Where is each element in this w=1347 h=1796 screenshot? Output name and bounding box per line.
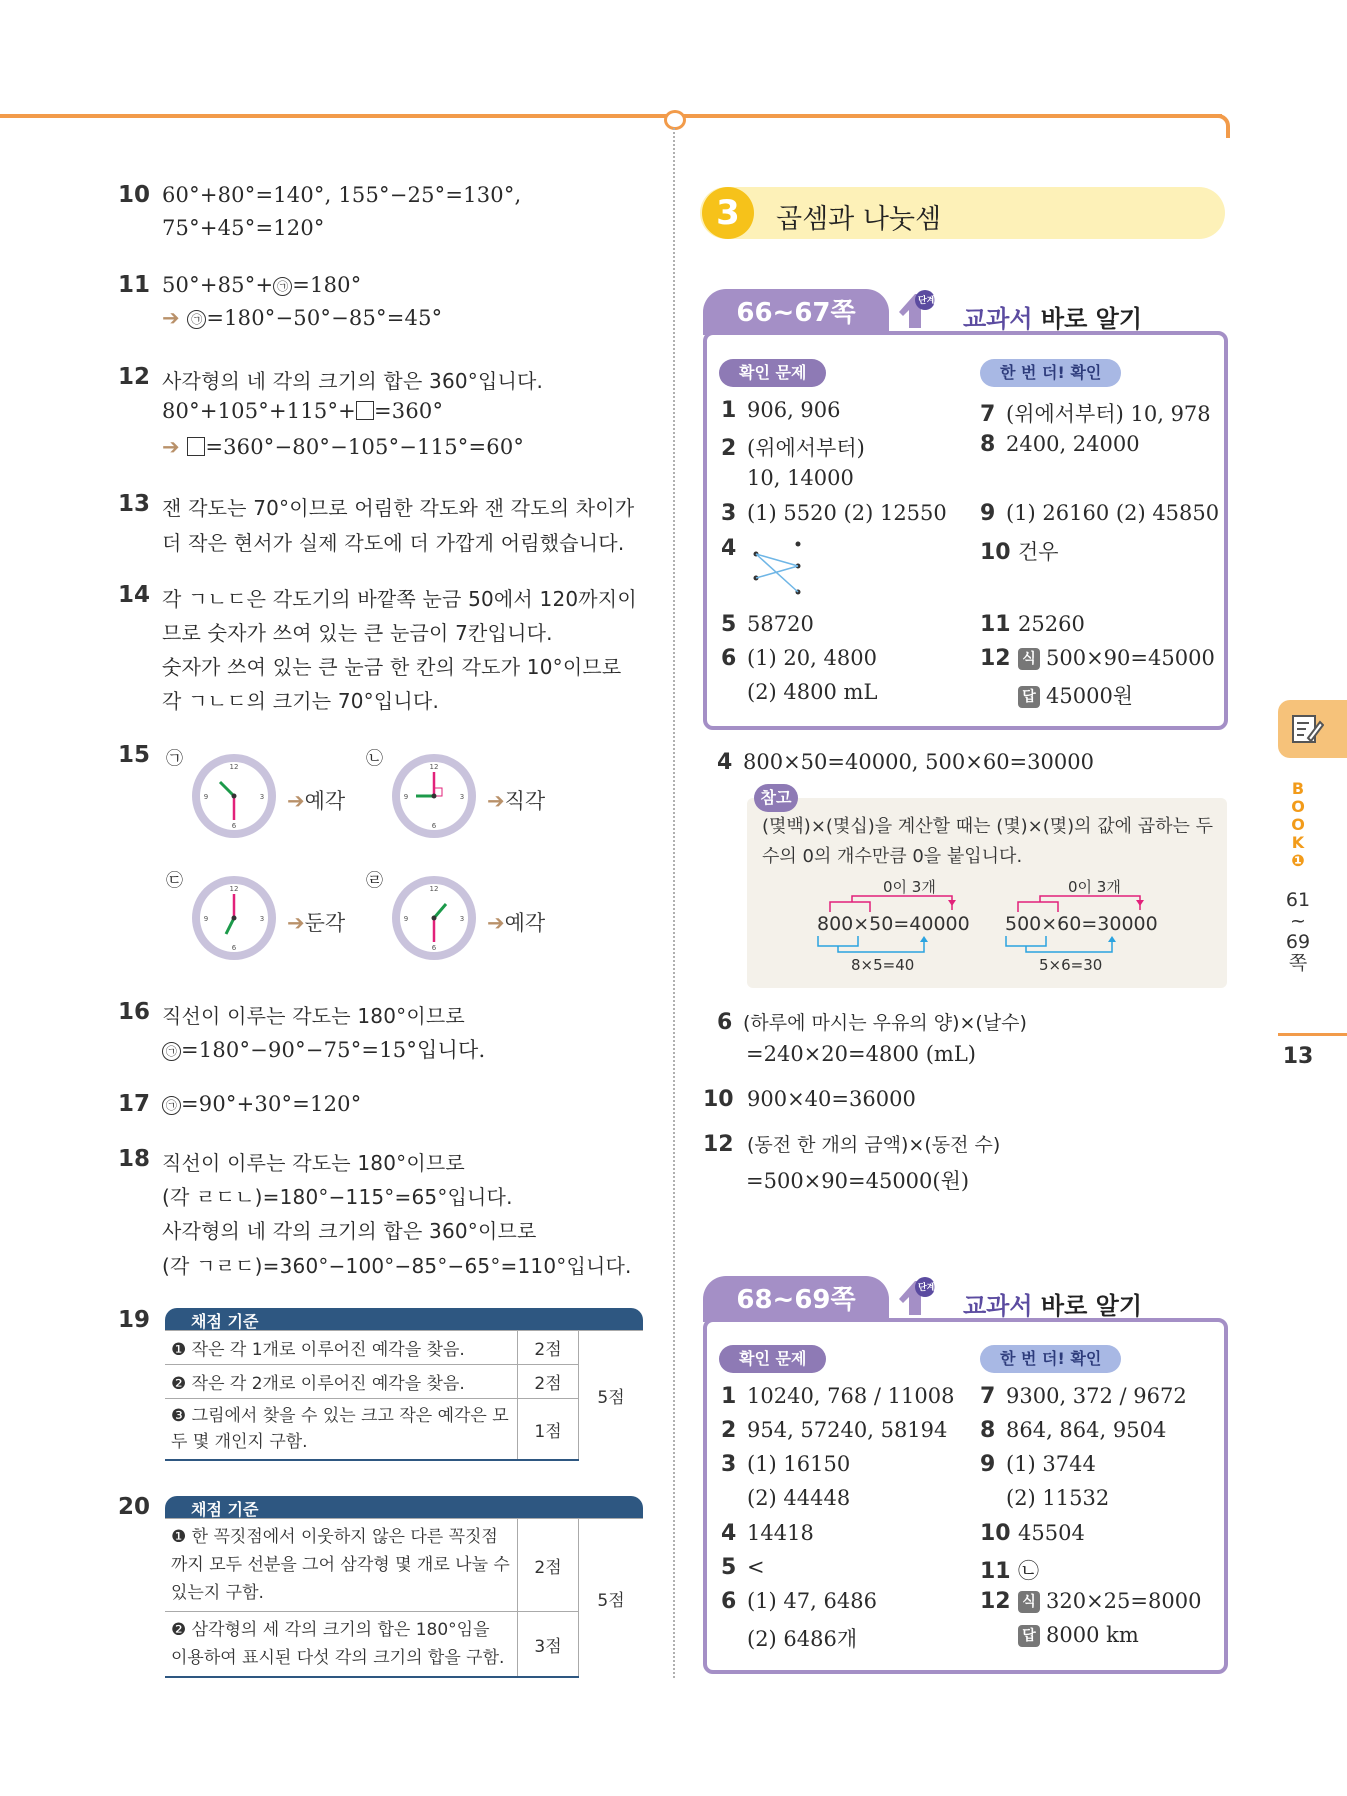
circle-g-symbol: ㉠ [162, 1096, 181, 1115]
top-rule-end [1218, 114, 1230, 138]
q11-number: 11 [118, 272, 151, 298]
section-2-heading: 교과서 바로 알기 [963, 1292, 1143, 1320]
criterion: ❷ 삼각형의 세 각의 크기의 합은 180°임을 이용하여 표시된 다섯 각의 크기의 합을 구함. [165, 1612, 518, 1678]
answer-11: 11 ㉡ [980, 1559, 1039, 1584]
points: 3점 [518, 1612, 579, 1678]
top-notch [664, 110, 686, 130]
criterion: ❶ 한 꼭짓점에서 이웃하지 않은 다른 꼭짓점까지 모두 선분을 그어 삼각형 몇 개로 나눌 수 있는지 구함. [165, 1519, 518, 1612]
q19-score-header: 채점 기준 [165, 1308, 643, 1330]
svg-text:6: 6 [231, 944, 237, 952]
expl-10: 10 900×40=36000 [703, 1087, 916, 1112]
answer-11: 11 25260 [980, 612, 1085, 637]
q18-line1: 직선이 이루는 각도는 180°이므로 [162, 1151, 465, 1175]
clock-label-2: ㉡ [366, 749, 383, 769]
blank-box [187, 437, 205, 456]
clock-answer-1: ➔예각 [287, 789, 346, 813]
q11-line1: 50°+85°+ ㉠ =180° [162, 273, 362, 297]
svg-text:3: 3 [259, 793, 265, 801]
table-row [165, 1331, 643, 1365]
column-divider [673, 128, 675, 1678]
q14-line2: 므로 숫자가 쓰여 있는 큰 눈금이 7칸입니다. [162, 621, 553, 645]
badge-check-again: 한 번 더! 확인 [980, 1345, 1121, 1373]
expl-12-cont: =500×90=45000(원) [746, 1169, 970, 1193]
badge-check-problems: 확인 문제 [719, 1345, 826, 1373]
stage-label: 단계 [918, 1283, 936, 1293]
criterion: ❸ 그림에서 찾을 수 있는 크고 작은 예각은 모두 몇 개인지 구함. [165, 1399, 518, 1461]
q14-line1: 각 ㄱㄴㄷ은 각도기의 바깥쪽 눈금 50에서 120까지이 [162, 587, 637, 611]
q13-line1: 잰 각도는 70°이므로 어림한 각도와 잰 각도의 차이가 [162, 496, 635, 520]
answer-2-cont: 10, 14000 [747, 466, 854, 490]
clock-answer-3: ➔둔각 [287, 911, 346, 935]
answer-8: 8 864, 864, 9504 [980, 1418, 1167, 1443]
answer-8: 8 2400, 24000 [980, 432, 1140, 457]
q16-number: 16 [118, 999, 151, 1025]
page-number: 13 [1282, 1044, 1314, 1069]
q19-score-table [165, 1330, 643, 1461]
diagram-2-bottom: 5×6=30 [1039, 956, 1103, 974]
diagram-1-bottom: 8×5=40 [851, 956, 915, 974]
side-book-label: BOOK ❶ [1291, 779, 1305, 870]
answer-10: 10 건우 [980, 540, 1059, 565]
answer-tag: 답 [1018, 1625, 1040, 1647]
q18-line4: (각 ㄱㄹㄷ)=360°−100°−85°−65°=110°입니다. [162, 1254, 632, 1278]
expl-12: 12 (동전 한 개의 금액)×(동전 수) [703, 1132, 1001, 1157]
svg-text:9: 9 [403, 793, 409, 801]
clock-1 [190, 752, 278, 840]
q14-number: 14 [118, 582, 151, 608]
circle-g-symbol: ㉠ [162, 1042, 181, 1061]
q18-line3: 사각형의 네 각의 크기의 합은 360°이므로 [162, 1219, 537, 1243]
diagram-1-equation: 800×50=40000 [817, 913, 970, 935]
q18-line2: (각 ㄹㄷㄴ)=180°−115°=65°입니다. [162, 1185, 513, 1209]
table-row [165, 1365, 643, 1399]
q16-line2: ㉠ =180°−90°−75°=15°입니다. [162, 1034, 485, 1064]
answer-5: 5 < [721, 1555, 765, 1580]
svg-text:12: 12 [429, 885, 439, 893]
q13-number: 13 [118, 491, 151, 517]
stage-label: 단계 [918, 296, 936, 306]
svg-text:6: 6 [231, 822, 237, 830]
notepad-icon [1290, 712, 1324, 746]
answer-2: 2 (위에서부터) [721, 436, 865, 461]
answer-9: 9 (1) 26160 (2) 45850 [980, 501, 1220, 526]
side-page-range: 61 ~ 69 쪽 [1285, 889, 1311, 974]
answer-7: 7 9300, 372 / 9672 [980, 1384, 1187, 1409]
answer-6: 6 (1) 20, 4800 [721, 646, 877, 671]
blank-box [356, 401, 374, 420]
q14-line4: 각 ㄱㄴㄷ의 크기는 70°입니다. [162, 689, 439, 713]
answer-4: 4 14418 [721, 1521, 814, 1546]
chapter-number: 3 [702, 187, 754, 239]
side-rule [1278, 1033, 1347, 1036]
answer-9: 9 (1) 3744 [980, 1452, 1096, 1477]
q12-line1: 사각형의 네 각의 크기의 합은 360°입니다. [162, 369, 544, 393]
answer-tag: 답 [1018, 686, 1040, 708]
answer-4-matching-diagram [748, 536, 808, 598]
q16-line1: 직선이 이루는 각도는 180°이므로 [162, 1004, 465, 1028]
expression-tag: 식 [1018, 648, 1040, 670]
expl-6-cont: =240×20=4800 (mL) [746, 1042, 976, 1066]
clock-2 [390, 752, 478, 840]
answer-12: 12 식 320×25=8000 [980, 1589, 1202, 1614]
section-2-tab: 68~69쪽 [703, 1276, 889, 1322]
svg-text:12: 12 [429, 763, 439, 771]
top-rule [0, 114, 1222, 118]
answer-12-cont: 답 8000 km [1018, 1623, 1139, 1647]
note-text: (몇백)×(몇십)을 계산할 때는 (몇)×(몇)의 값에 곱하는 두 수의 0의 개수만큼 0을 붙입니다. [762, 816, 1214, 867]
svg-text:9: 9 [203, 915, 209, 923]
note-badge: 참고 [754, 784, 798, 812]
answer-10: 10 45504 [980, 1521, 1085, 1546]
side-tab [1278, 700, 1347, 758]
diagram-2-equation: 500×60=30000 [1005, 913, 1158, 935]
q19-number: 19 [118, 1307, 151, 1333]
q17-line1: ㉠ =90°+30°=120° [162, 1092, 361, 1116]
arrow-right-icon: ➔ [287, 789, 305, 813]
q12-number: 12 [118, 364, 151, 390]
table-row [165, 1399, 643, 1461]
expression-tag: 식 [1018, 1591, 1040, 1613]
q20-number: 20 [118, 1494, 151, 1520]
q10-line2: 75°+45°=120° [162, 216, 325, 240]
svg-text:12: 12 [229, 885, 239, 893]
expl-4: 4 800×50=40000, 500×60=30000 [717, 750, 1094, 775]
q20-score-header: 채점 기준 [165, 1496, 643, 1518]
circle-g-symbol: ㉠ [273, 277, 292, 296]
answer-5: 5 58720 [721, 612, 814, 637]
q17-number: 17 [118, 1091, 151, 1117]
svg-text:9: 9 [203, 793, 209, 801]
criterion: ❶ 작은 각 1개로 이루어진 예각을 찾음. [165, 1331, 518, 1365]
expl-6: 6 (하루에 마시는 우유의 양)×(날수) [717, 1010, 1027, 1035]
svg-text:6: 6 [431, 944, 437, 952]
svg-text:6: 6 [431, 822, 437, 830]
arrow-right-icon: ➔ [287, 911, 305, 935]
svg-text:9: 9 [403, 915, 409, 923]
arrow-right-icon: ➔ [162, 435, 188, 459]
clock-label-1: ㉠ [166, 749, 183, 769]
diagram-1-brackets [812, 892, 982, 958]
answer-7: 7 (위에서부터) 10, 978 [980, 402, 1211, 427]
diagram-2-brackets [1000, 892, 1170, 958]
diagram-2-top: 0이 3개 [1068, 878, 1121, 896]
svg-text:3: 3 [459, 915, 465, 923]
q11-line2: ➔ ㉠ =180°−50°−85°=45° [162, 306, 443, 330]
q12-line3: ➔ =360°−80°−105°−115°=60° [162, 435, 525, 459]
circle-g-symbol: ㉠ [187, 310, 206, 329]
svg-text:12: 12 [229, 763, 239, 771]
q15-number: 15 [118, 742, 151, 768]
table-row [165, 1519, 643, 1612]
q14-line3: 숫자가 쓰여 있는 큰 눈금 한 칸의 각도가 10°이므로 [162, 655, 622, 679]
section-1-heading: 교과서 바로 알기 [963, 305, 1143, 333]
answer-1: 1 10240, 768 / 11008 [721, 1384, 955, 1409]
clock-answer-2: ➔직각 [487, 789, 546, 813]
total-points: 5점 [579, 1331, 644, 1461]
clock-answer-4: ➔예각 [487, 911, 546, 935]
q10-number: 10 [118, 182, 151, 208]
points: 2점 [518, 1331, 579, 1365]
q12-line2: 80°+105°+115°+ =360° [162, 399, 444, 423]
answer-1: 1 906, 906 [721, 398, 841, 423]
q10-line1: 60°+80°=140°, 155°−25°=130°, [162, 183, 522, 207]
q20-score-table [165, 1518, 643, 1678]
table-row [165, 1612, 643, 1678]
clock-label-4: ㉣ [366, 871, 383, 891]
arrow-right-icon: ➔ [162, 306, 188, 330]
answer-12-cont: 답 45000원 [1018, 680, 1133, 710]
answer-6-cont: (2) 4800 mL [747, 680, 878, 704]
points: 2점 [518, 1365, 579, 1399]
answer-9-cont: (2) 11532 [1006, 1486, 1110, 1510]
criterion: ❷ 작은 각 2개로 이루어진 예각을 찾음. [165, 1365, 518, 1399]
clock-3 [190, 874, 278, 962]
q13-line2: 더 작은 현서가 실제 각도에 더 가깝게 어림했습니다. [162, 531, 625, 555]
q18-number: 18 [118, 1146, 151, 1172]
diagram-1-top: 0이 3개 [883, 878, 936, 896]
total-points: 5점 [579, 1519, 644, 1678]
answer-4: 4 [721, 536, 737, 561]
svg-text:3: 3 [459, 793, 465, 801]
answer-6: 6 (1) 47, 6486 [721, 1589, 877, 1614]
answer-2: 2 954, 57240, 58194 [721, 1418, 948, 1443]
badge-check-again: 한 번 더! 확인 [980, 359, 1121, 387]
section-1-tab: 66~67쪽 [703, 289, 889, 335]
svg-text:3: 3 [259, 915, 265, 923]
badge-check-problems: 확인 문제 [719, 359, 826, 387]
clock-label-3: ㉢ [166, 871, 183, 891]
arrow-right-icon: ➔ [487, 911, 505, 935]
chapter-title: 곱셈과 나눗셈 [776, 204, 942, 235]
answer-3: 3 (1) 5520 (2) 12550 [721, 501, 947, 526]
clock-4 [390, 874, 478, 962]
points: 2점 [518, 1519, 579, 1612]
answer-6-cont: (2) 6486개 [747, 1627, 858, 1651]
answer-12: 12 식 500×90=45000 [980, 646, 1215, 671]
answer-3-cont: (2) 44448 [747, 1486, 851, 1510]
answer-3: 3 (1) 16150 [721, 1452, 851, 1477]
points: 1점 [518, 1399, 579, 1461]
arrow-right-icon: ➔ [487, 789, 505, 813]
